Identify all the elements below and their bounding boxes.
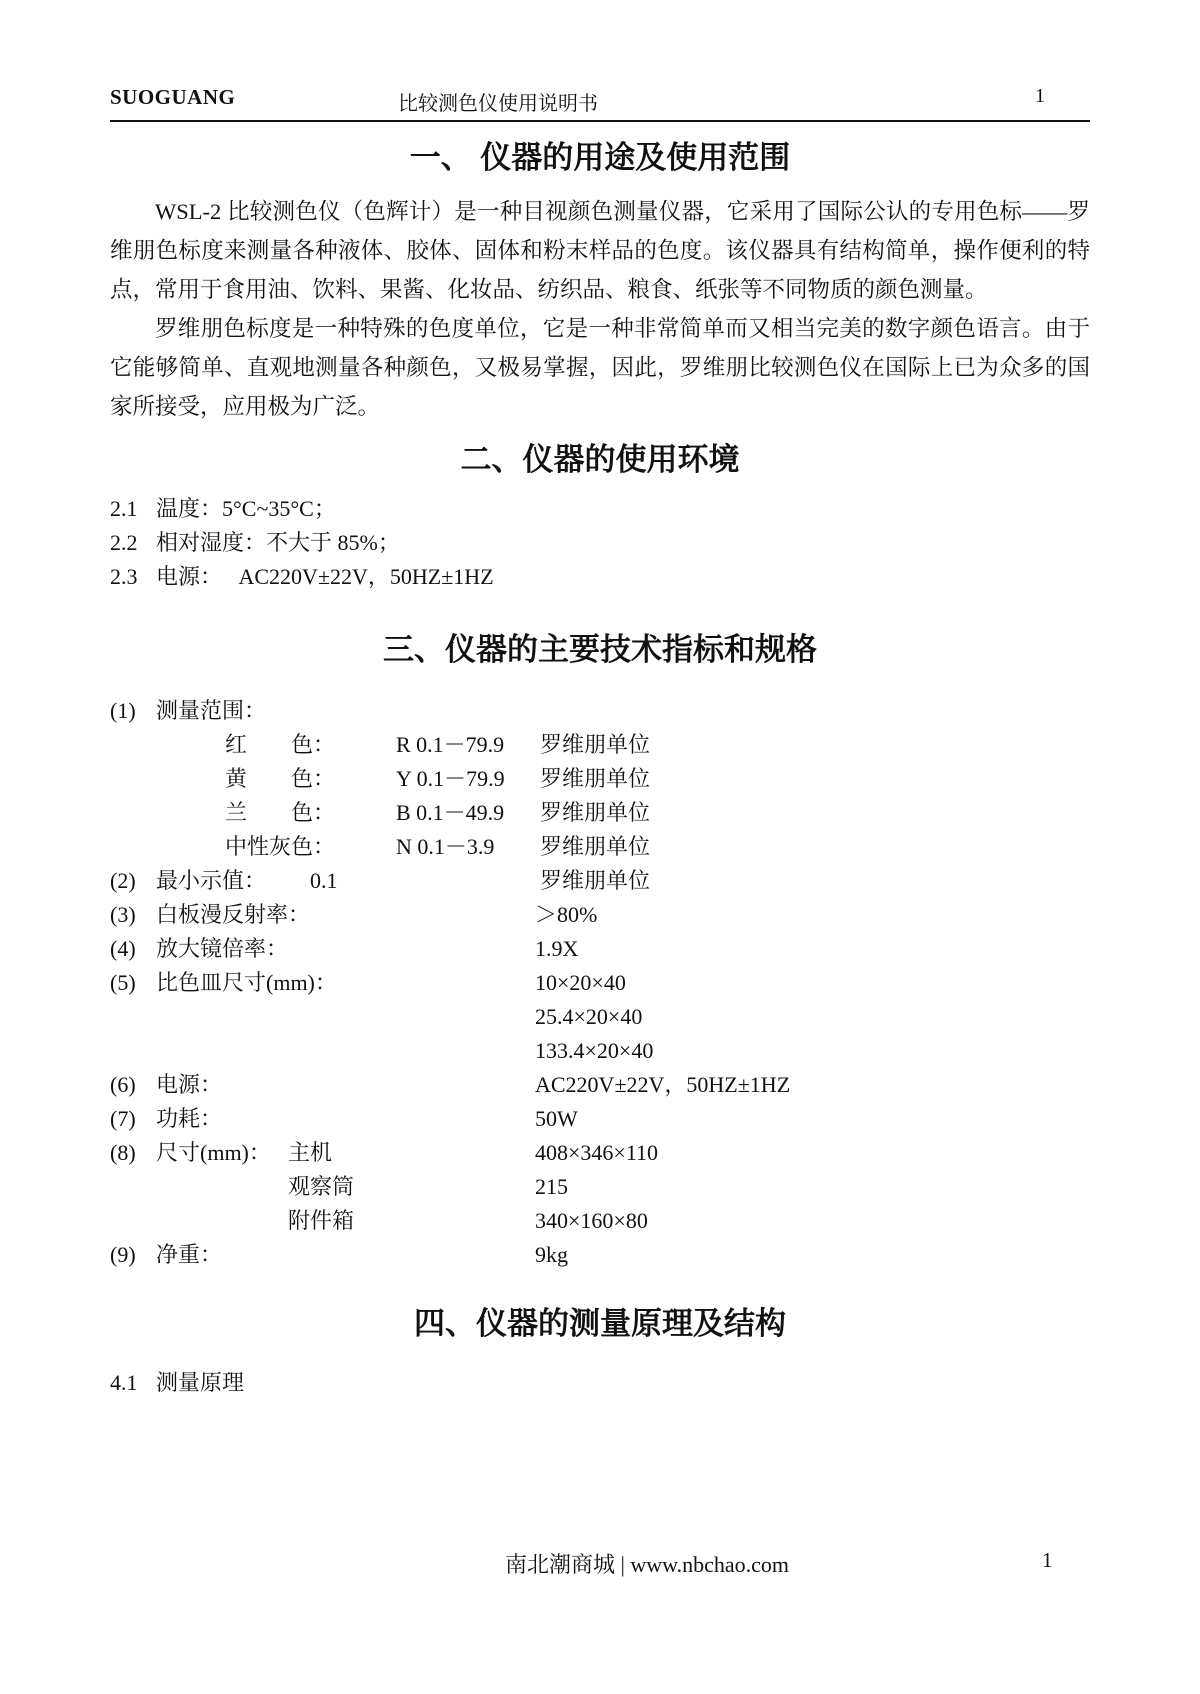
spec-label: 测量范围： bbox=[156, 698, 267, 723]
list-item-number: 2.1 bbox=[110, 496, 138, 521]
spec-label: 尺寸(mm)： bbox=[156, 1140, 271, 1165]
spec-part-name: 观察筒 bbox=[288, 1174, 355, 1199]
color-name: 红 色： bbox=[225, 732, 336, 757]
spec-label: 放大镜倍率： bbox=[156, 936, 289, 961]
spec-part-name: 附件箱 bbox=[288, 1208, 355, 1233]
spec-value: 215 bbox=[535, 1174, 568, 1199]
color-unit: 罗维朋单位 bbox=[540, 800, 651, 825]
spec-label: 电源： bbox=[156, 1072, 223, 1097]
spec-value: 133.4×20×40 bbox=[535, 1038, 654, 1063]
section3-heading: 三、仪器的主要技术指标和规格 bbox=[383, 632, 817, 667]
header-doc-title: 比较测色仪使用说明书 bbox=[398, 93, 598, 115]
spec-value: 1.9X bbox=[535, 936, 579, 961]
spec-label: 比色皿尺寸(mm)： bbox=[156, 970, 337, 995]
header-page-number: 1 bbox=[1035, 85, 1045, 107]
spec-label: 功耗： bbox=[156, 1106, 223, 1131]
list-item-text: 测量原理 bbox=[156, 1370, 245, 1395]
spec-color-row bbox=[110, 728, 1090, 762]
color-range: R 0.1－79.9 bbox=[396, 732, 505, 757]
spec-value: 10×20×40 bbox=[535, 970, 626, 995]
spec-color-row bbox=[110, 830, 1090, 864]
spec-number: (8) bbox=[110, 1140, 136, 1165]
spec-row bbox=[110, 966, 1090, 1000]
spec-number: (7) bbox=[110, 1106, 136, 1131]
spec-value: ＞80% bbox=[535, 902, 598, 927]
environment-list bbox=[110, 492, 1090, 594]
color-name: 兰 色： bbox=[225, 800, 336, 825]
list-item-text: 相对湿度：不大于 85%； bbox=[156, 530, 400, 555]
spec-row bbox=[110, 1238, 1090, 1272]
spec-color-row bbox=[110, 796, 1090, 830]
spec-unit: 罗维朋单位 bbox=[540, 868, 651, 893]
color-range: Y 0.1－79.9 bbox=[396, 766, 505, 791]
list-item bbox=[110, 1366, 1090, 1400]
spec-number: (6) bbox=[110, 1072, 136, 1097]
spec-number: (1) bbox=[110, 698, 136, 723]
spec-value: 25.4×20×40 bbox=[535, 1004, 643, 1029]
spec-row-continued bbox=[110, 1034, 1090, 1068]
section1-paragraph-2: 罗维朋色标度是一种特殊的色度单位，它是一种非常简单而又相当完美的数字颜色语言。由于它能够简单、直观地测量各种颜色，又极易掌握，因此，罗维朋比较测色仪在国际上已为众多的国家所接受，应用极为广泛。 bbox=[110, 316, 1090, 419]
spec-number: (2) bbox=[110, 868, 136, 893]
spec-row bbox=[110, 898, 1090, 932]
spec-value: 408×346×110 bbox=[535, 1140, 658, 1165]
spec-label: 净重： bbox=[156, 1242, 223, 1267]
page-header bbox=[110, 85, 1090, 122]
spec-number: (4) bbox=[110, 936, 136, 961]
spec-value: 50W bbox=[535, 1106, 578, 1131]
list-item-number: 4.1 bbox=[110, 1370, 138, 1395]
list-item-text: 电源： AC220V±22V，50HZ±1HZ bbox=[156, 564, 494, 589]
spec-part-name: 主机 bbox=[288, 1140, 333, 1165]
color-name: 中性灰色： bbox=[225, 834, 336, 859]
spec-label: 最小示值： bbox=[156, 868, 267, 893]
spec-row-continued bbox=[110, 1204, 1090, 1238]
spec-number: (9) bbox=[110, 1242, 136, 1267]
section1-paragraph-1: WSL-2 比较测色仪（色辉计）是一种目视颜色测量仪器，它采用了国际公认的专用色标——罗维朋色标度来测量各种液体、胶体、固体和粉末样品的色度。该仪器具有结构简单，操作便利的特点，常用于食用油、饮料、果酱、化妆品、纺织品、粮食、纸张等不同物质的颜色测量。 bbox=[110, 199, 1090, 302]
color-range: B 0.1－49.9 bbox=[396, 800, 505, 825]
spec-row bbox=[110, 864, 1090, 898]
list-item bbox=[110, 492, 1090, 526]
color-name: 黄 色： bbox=[225, 766, 336, 791]
spec-value: 9kg bbox=[535, 1242, 568, 1267]
spec-value: AC220V±22V，50HZ±1HZ bbox=[535, 1072, 791, 1097]
list-item bbox=[110, 526, 1090, 560]
color-unit: 罗维朋单位 bbox=[540, 834, 651, 859]
spec-number: (3) bbox=[110, 902, 136, 927]
brand-text: SUOGUANG bbox=[110, 85, 236, 109]
color-unit: 罗维朋单位 bbox=[540, 732, 651, 757]
color-range: N 0.1－3.9 bbox=[396, 834, 495, 859]
list-item-number: 2.2 bbox=[110, 530, 138, 555]
spec-row bbox=[110, 1068, 1090, 1102]
spec-row bbox=[110, 694, 1090, 728]
page-footer bbox=[0, 1548, 1200, 1580]
spec-value: 0.1 bbox=[310, 868, 338, 893]
spec-row bbox=[110, 1102, 1090, 1136]
spec-value: 340×160×80 bbox=[535, 1208, 648, 1233]
section2-heading: 二、仪器的使用环境 bbox=[460, 442, 740, 477]
spec-row bbox=[110, 1136, 1090, 1170]
spec-color-row bbox=[110, 762, 1090, 796]
spec-row-continued bbox=[110, 1170, 1090, 1204]
spec-row bbox=[110, 932, 1090, 966]
list-item bbox=[110, 560, 1090, 594]
footer-page-number: 1 bbox=[1042, 1548, 1053, 1572]
footer-site-text: 南北潮商城 | www.nbchao.com bbox=[505, 1552, 790, 1577]
spec-label: 白板漫反射率： bbox=[156, 902, 311, 927]
spec-list bbox=[110, 694, 1090, 1272]
spec-row-continued bbox=[110, 1000, 1090, 1034]
color-unit: 罗维朋单位 bbox=[540, 766, 651, 791]
spec-number: (5) bbox=[110, 970, 136, 995]
list-item-text: 温度：5°C~35°C； bbox=[156, 496, 336, 521]
section4-heading: 四、仪器的测量原理及结构 bbox=[414, 1306, 786, 1341]
list-item-number: 2.3 bbox=[110, 564, 138, 589]
section1-heading: 一、 仪器的用途及使用范围 bbox=[409, 140, 791, 175]
